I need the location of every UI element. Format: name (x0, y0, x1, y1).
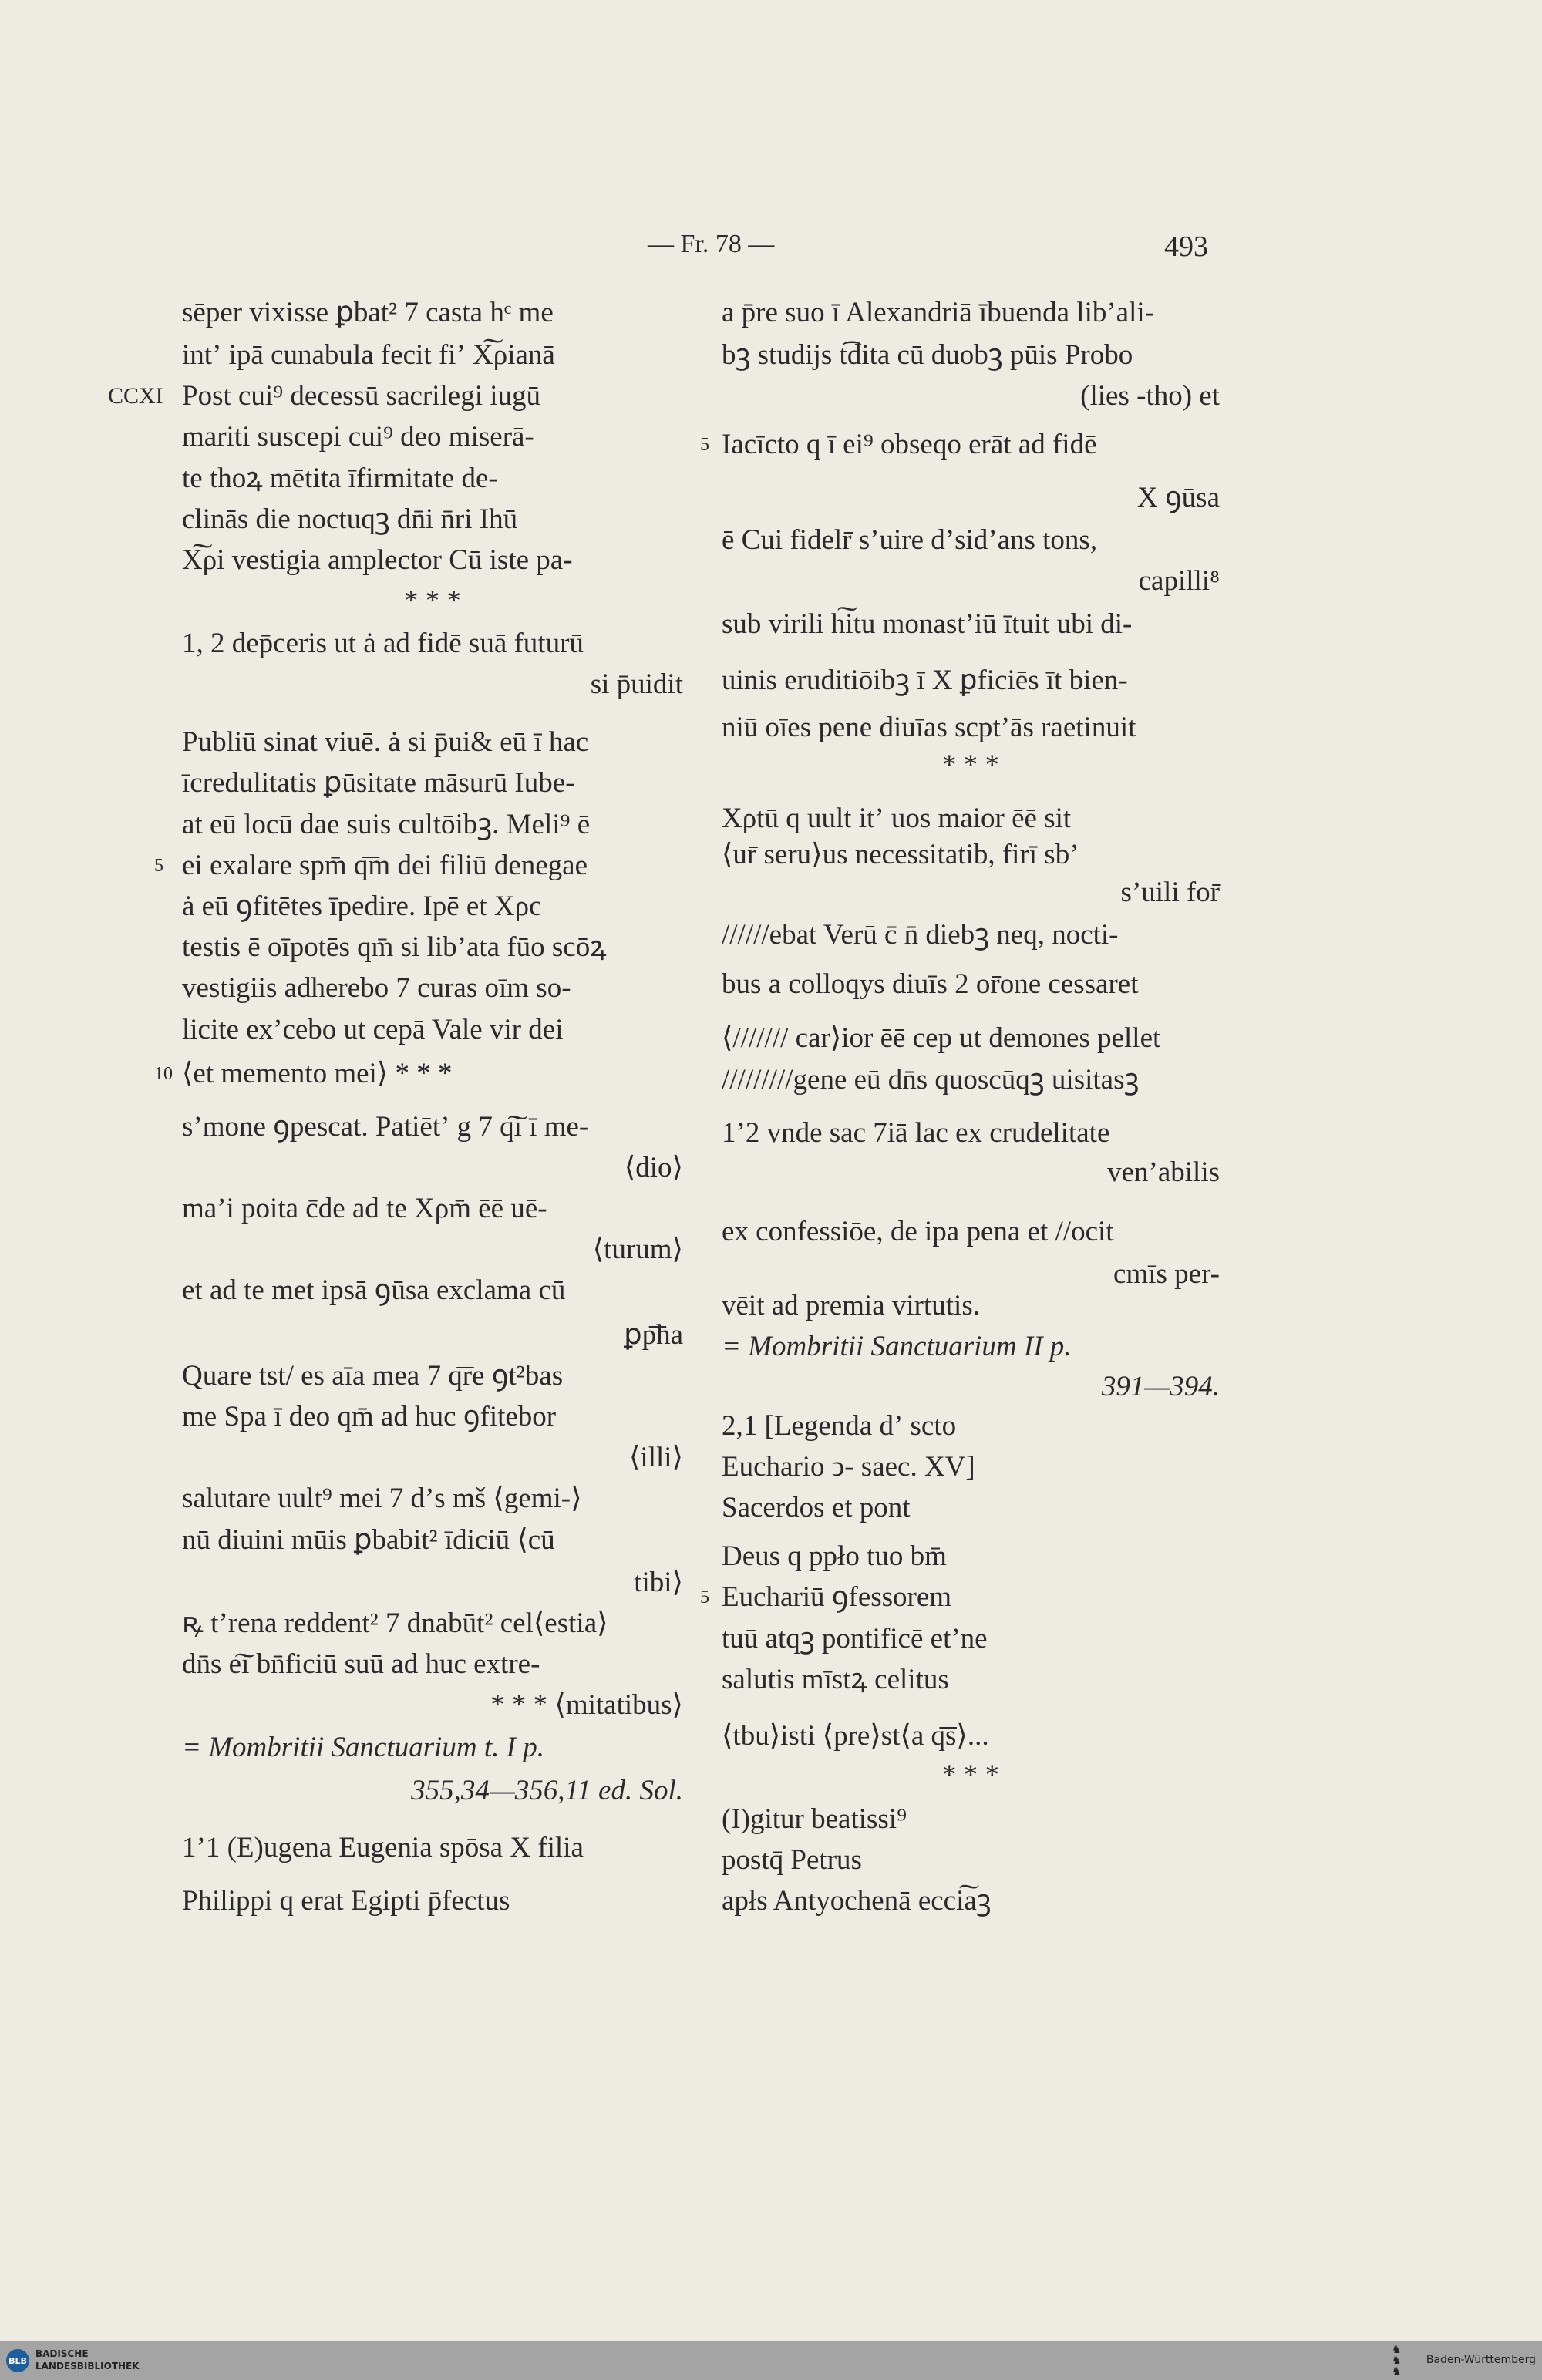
text-line: bꝫ studijs t͡dita cū duobꝫ pūis Probo (722, 339, 1133, 371)
text-line: ꝑp͞ha (624, 1319, 683, 1351)
text-line: = Mombritii Sanctuarium II p. (722, 1331, 1072, 1362)
text-line: ē Cui fidelr̄ sʼuire dʼsidʼans tons, (722, 524, 1098, 556)
text-line: testis ē oīpotēs qm̄ si libʼata fūo scōꝝ (182, 931, 607, 963)
text-line: Philippi q erat Egipti p̄fectus (182, 1885, 510, 1917)
text-line: intʼ ipā cunabula fecit fiʼ X͠ρianā (182, 339, 555, 371)
text-line: (I)gitur beatissi⁹ (722, 1803, 907, 1835)
state-name: Baden-Württemberg (1426, 2354, 1536, 2366)
text-line: Deus q ppło tuo bm̄ (722, 1540, 947, 1572)
coat-of-arms-icon: ♞ ♞ ♞ (1392, 2344, 1402, 2378)
text-line: 1ʼ2 vnde sac 7iā lac ex crudelitate (722, 1117, 1110, 1149)
text-line: ȧ eū ꝯfitētes īpedire. Ipē et Xρc (182, 890, 542, 922)
text-line: X͠ρi vestigia amplector Cū iste pa- (182, 544, 573, 576)
text-line: Quare tst/ es aīa mea 7 q͞re ꝯt²bas (182, 1360, 564, 1392)
text-line: maʼi poita c̄de ad te Xρm̄ ēē uē- (182, 1193, 547, 1224)
blb-logo-icon: BLB (6, 2349, 29, 2372)
text-line: Iacīcto q ī ei⁹ obseqo erāt ad fidē (722, 429, 1097, 460)
text-line: vēit ad premia virtutis. (722, 1290, 980, 1321)
text-line: Post cui⁹ decessū sacrilegi iugū (182, 380, 541, 412)
text-line: X ꝯūsa (1136, 482, 1220, 513)
text-line: salutare uult⁹ mei 7 dʼs mš ⟨gemi-⟩ (182, 1483, 582, 1514)
text-line: a p̄re suo ī Alexandriā ībuenda libʼali- (722, 297, 1154, 328)
text-line: et ad te met ipsā ꝯūsa exclama cū (182, 1274, 566, 1306)
text-line: mariti suscepi cui⁹ deo miserā- (182, 421, 534, 453)
line-number: 5 (700, 1587, 709, 1607)
text-line: licite exʼcebo ut cepā Vale vir dei (182, 1014, 564, 1045)
text-line: uinis eruditiōibꝫ ī X ꝑficiēs īt bien- (722, 665, 1128, 696)
text-line: 1, 2 dep̄ceris ut ȧ ad fidē suā futurū (182, 628, 584, 659)
text-line: cmīs per- (1113, 1258, 1220, 1290)
margin-label: CCXI (108, 383, 163, 409)
text-line: īcredulitatis ꝑūsitate māsurū Iube- (182, 767, 575, 799)
text-line: salutis mīstꝝ celitus (722, 1664, 949, 1695)
text-line: //////ebat Verū c̄ n̄ diebꝫ neq, nocti- (722, 919, 1119, 951)
text-line: te thoꝝ mētita īfirmitate de- (182, 463, 498, 494)
text-line: ꝶ tʼrena reddent² 7 dnabūt² cel⟨estia⟩ (182, 1607, 608, 1639)
line-number: 5 (700, 435, 709, 455)
text-line: ⟨/////// car⟩ior ēē cep ut demones pellet (722, 1022, 1161, 1054)
text-line: vestigiis adherebo 7 curas oīm so- (182, 972, 571, 1004)
text-line: Euchario ↄ- saec. XV] (722, 1451, 975, 1483)
line-number: 5 (154, 856, 163, 876)
text-line: * * * (942, 749, 999, 781)
text-line: bus a colloqys diuīs 2 or̄one cessaret (722, 968, 1139, 1000)
text-line: (lies -tho) et (1080, 380, 1220, 412)
text-line: ⟨illi⟩ (629, 1442, 683, 1473)
text-line: ⟨et memento mei⟩ * * * (182, 1058, 453, 1089)
text-line: dn̄s e͠i bn̄ficiū suū ad huc extre- (182, 1648, 540, 1680)
text-line: Euchariū ꝯfessorem (722, 1581, 952, 1613)
text-line: venʼabilis (1107, 1156, 1220, 1188)
text-line: 391—394. (1101, 1371, 1220, 1402)
text-line: /////////gene eū dn̄s quoscūqꝫ uisitasꝫ (722, 1064, 1140, 1096)
text-line: ex confessiōe, de ipa pena et //ocit (722, 1216, 1114, 1247)
line-number: 10 (154, 1064, 173, 1084)
text-line: 355,34—356,11 ed. Sol. (411, 1775, 683, 1806)
text-line: * * * (942, 1759, 999, 1791)
text-line: ⟨turum⟩ (592, 1234, 683, 1265)
text-line: * * * (404, 585, 461, 617)
text-line: si p̄uidit (590, 668, 683, 700)
text-line: sub virili h͠itu monastʼiū ītuit ubi di- (722, 608, 1133, 640)
text-line: 2,1 [Legenda dʼ scto (722, 1410, 957, 1442)
text-line: = Mombritii Sanctuarium t. I p. (182, 1732, 544, 1763)
text-line: sēper vixisse ꝑbat² 7 casta hᶜ me (182, 297, 554, 328)
text-line: Xρtū q uult itʼ uos maior ēē sit (722, 803, 1072, 834)
text-line: at eū locū dae suis cultōibꝫ. Meli⁹ ē (182, 809, 591, 840)
text-line: Publiū sinat viuē. ȧ si p̄ui& eū ī hac (182, 726, 589, 758)
text-line: tuū atqꝫ pontificē etʼne (722, 1623, 988, 1655)
library-name: BADISCHE LANDESBIBLIOTHEK (35, 2348, 140, 2372)
text-line: nū diuini mūis ꝑbabit² īdiciū ⟨cū (182, 1524, 555, 1556)
text-line: ⟨tbu⟩isti ⟨pre⟩st⟨a q͞s⟩... (722, 1720, 989, 1752)
text-line: * * * ⟨mitatibus⟩ (490, 1689, 683, 1721)
text-line: sʼmone ꝯpescat. Patiētʼ g 7 q͠i ī me- (182, 1111, 589, 1143)
text-line: apłs Antyochenā ecci͠aꝫ (722, 1885, 992, 1917)
running-head: — Fr. 78 — (648, 230, 775, 258)
text-line: 1ʼ1 (E)ugena Eugenia spōsa X filia (182, 1832, 584, 1863)
text-line: sʼuili for̄ (1120, 877, 1220, 908)
text-line: clinās die noctuqꝫ dn̄i n̄ri Ihū (182, 503, 518, 535)
page-number: 493 (1164, 231, 1208, 263)
footer-bar (0, 2341, 1542, 2380)
text-line: ⟨ur̄ seru⟩us necessitatib, firī sbʼ (722, 839, 1079, 870)
text-line: niū oīes pene diuīas scptʼās raetinuit (722, 712, 1136, 743)
text-line: ⟨dio⟩ (624, 1152, 683, 1183)
text-line: me Spa ī deo qm̄ ad huc ꝯfitebor (182, 1401, 557, 1432)
text-line: postq̄ Petrus (722, 1844, 862, 1876)
text-line: Sacerdos et pont (722, 1492, 911, 1523)
text-line: ei exalare spm̄ q͞m dei filiū denegae (182, 850, 588, 881)
text-line: tibi⟩ (634, 1567, 683, 1598)
text-line: capilli⁸ (1138, 565, 1220, 597)
